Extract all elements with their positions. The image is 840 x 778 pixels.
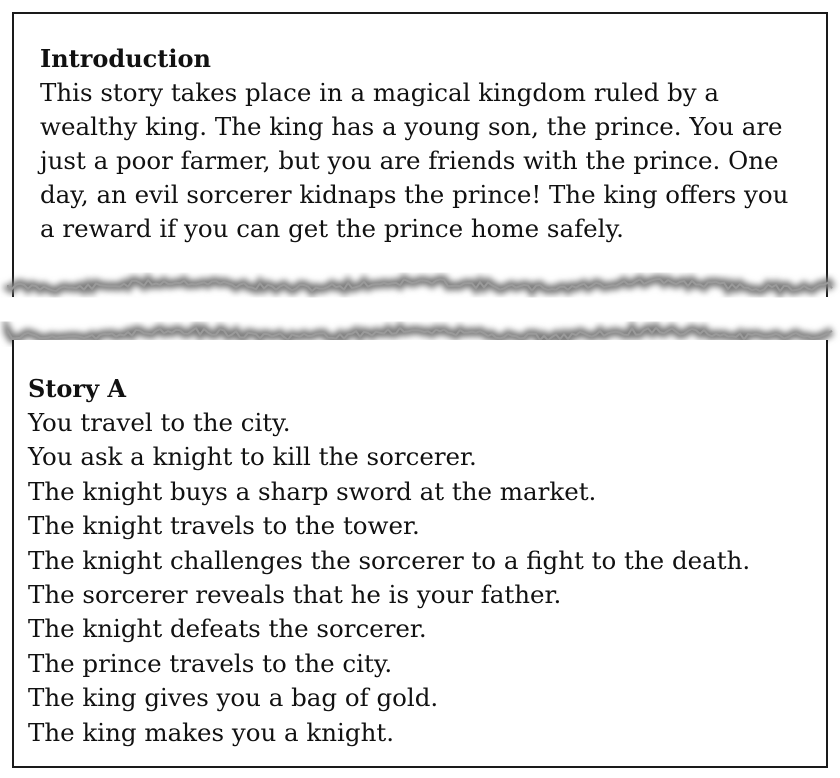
story-line: The king makes you a knight. xyxy=(28,717,394,747)
story-line: You travel to the city. xyxy=(28,408,291,437)
introduction-panel xyxy=(12,12,828,297)
story-line: The sorcerer reveals that he is your father. xyxy=(28,580,562,610)
story-lines xyxy=(28,406,812,750)
story-line: The knight defeats the sorcerer. xyxy=(28,614,427,644)
story-line: You ask a knight to kill the sorcerer. xyxy=(28,442,477,472)
introduction-text: This story takes place in a magical kingdom ruled by a wealthy king. The king has a young son, the prince. You are just a poor farmer, but you are friends with the prince. One day, an evil sorcerer kidnaps the prince! The king offers you a reward if you can get the prince home safely. xyxy=(40,78,789,243)
story-line: The king gives you a bag of gold. xyxy=(28,683,439,713)
story-line: The prince travels to the city. xyxy=(28,648,393,678)
torn-edge-bottom xyxy=(8,328,832,341)
story-line: The knight travels to the tower. xyxy=(28,511,420,541)
story-heading: Story A xyxy=(28,374,126,403)
story-line: The knight challenges the sorcerer to a fight to the death. xyxy=(28,545,751,575)
introduction-heading: Introduction xyxy=(40,44,211,73)
story-line: The knight buys a sharp sword at the market. xyxy=(28,476,597,506)
torn-edge-bottom-line xyxy=(8,328,832,341)
story-panel xyxy=(12,340,828,768)
